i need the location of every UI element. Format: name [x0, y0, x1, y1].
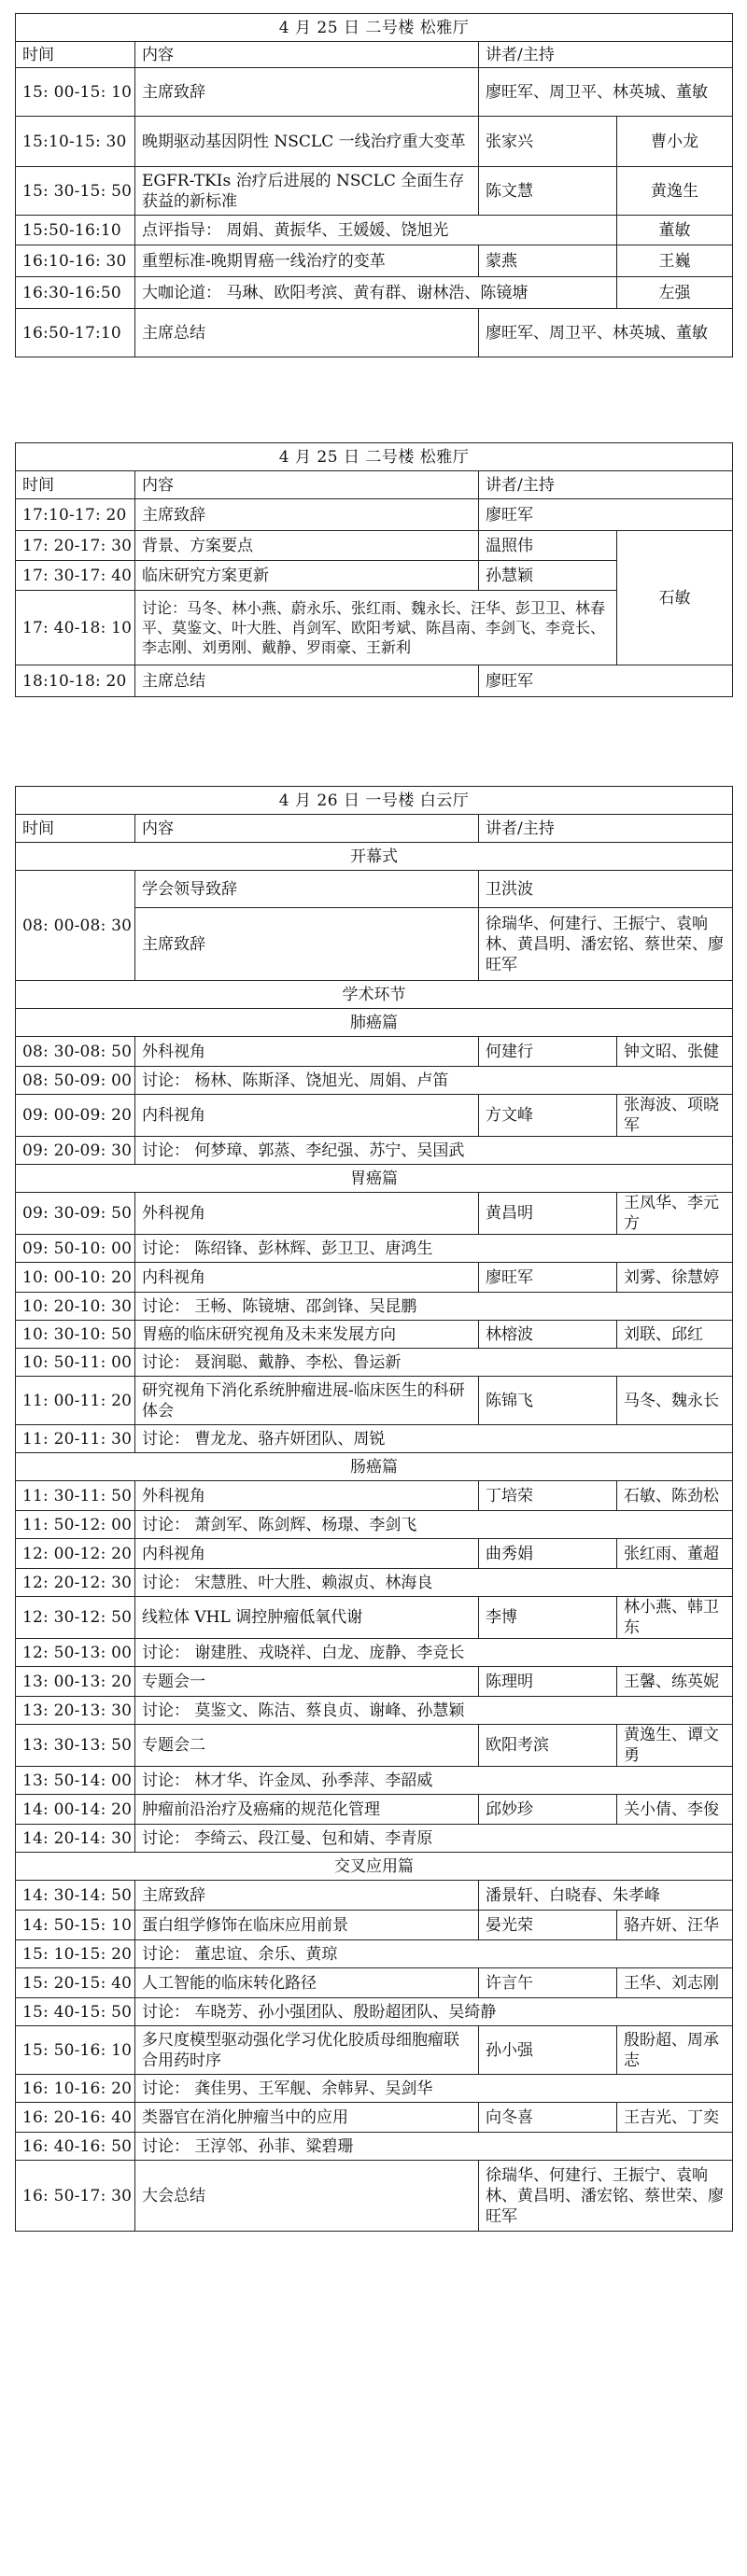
content-cell: 内科视角: [135, 1263, 479, 1293]
table-row: [16, 1235, 733, 1263]
speaker-cell: 丁培荣: [479, 1481, 617, 1511]
time-cell: 09: 30-09: 50: [16, 1193, 135, 1235]
speaker-cell: 孙小强: [479, 2026, 617, 2075]
speaker-cell: 晏光荣: [479, 1911, 617, 1940]
table-row: [16, 1795, 733, 1825]
content-cell: 讨论： 车晓芳、孙小强团队、殷盼超团队、吴绮静: [135, 1998, 733, 2026]
speaker-cell: 曲秀娟: [479, 1539, 617, 1569]
table-row: [16, 1293, 733, 1321]
table-row: [16, 309, 733, 357]
speaker-cell: 徐瑞华、何建行、王振宁、袁响林、黄昌明、潘宏铭、蔡世荣、廖旺军: [479, 2161, 733, 2232]
time-cell: 11: 00-11: 20: [16, 1377, 135, 1425]
schedule-table-0425-afternoon-1: [15, 13, 733, 357]
table-row: [16, 2103, 733, 2133]
host-cell: 林小燕、韩卫东: [617, 1597, 733, 1639]
content-cell: 讨论： 宋慧胜、叶大胜、赖淑贞、林海良: [135, 1569, 733, 1597]
time-cell: 17: 40-18: 10: [16, 591, 135, 665]
speaker-cell: 陈锦飞: [479, 1377, 617, 1425]
time-cell: 17: 30-17: 40: [16, 561, 135, 591]
time-cell: 16: 10-16: 20: [16, 2075, 135, 2103]
time-cell: 09: 20-09: 30: [16, 1137, 135, 1165]
speaker-cell: 向冬喜: [479, 2103, 617, 2133]
table-row: [16, 1511, 733, 1539]
content-cell: 重塑标准-晚期胃癌一线治疗的变革: [135, 245, 479, 277]
header-speaker: 讲者/主持: [479, 471, 733, 499]
speaker-cell: 何建行: [479, 1037, 617, 1067]
speaker-cell: 卫洪波: [479, 871, 733, 908]
time-cell: 09: 00-09: 20: [16, 1095, 135, 1137]
table-row: [16, 1425, 733, 1453]
time-cell: 13: 20-13: 30: [16, 1697, 135, 1725]
table-row: [16, 1095, 733, 1137]
content-cell: 外科视角: [135, 1481, 479, 1511]
content-cell: 临床研究方案更新: [135, 561, 479, 591]
host-cell: 左强: [617, 277, 733, 309]
time-cell: 15: 20-15: 40: [16, 1968, 135, 1998]
table-row: [16, 2133, 733, 2161]
time-cell: 15: 50-16: 10: [16, 2026, 135, 2075]
time-cell: 13: 30-13: 50: [16, 1725, 135, 1767]
speaker-cell: 邱妙珍: [479, 1795, 617, 1825]
table-row: [16, 871, 733, 908]
content-cell: 专题会一: [135, 1667, 479, 1697]
table-row: [16, 1725, 733, 1767]
time-cell: 15: 40-15: 50: [16, 1998, 135, 2026]
table-row: [16, 1137, 733, 1165]
time-cell: 11: 50-12: 00: [16, 1511, 135, 1539]
time-cell: 18:10-18: 20: [16, 665, 135, 697]
speaker-cell: 温照伟: [479, 531, 617, 561]
host-cell: 刘联、邱红: [617, 1321, 733, 1349]
host-cell: 骆卉妍、汪华: [617, 1911, 733, 1940]
time-cell: 09: 50-10: 00: [16, 1235, 135, 1263]
content-cell: 讨论： 林才华、许金凤、孙季萍、李韶威: [135, 1767, 733, 1795]
time-cell: 11: 30-11: 50: [16, 1481, 135, 1511]
table-row: [16, 2075, 733, 2103]
content-cell: 蛋白组学修饰在临床应用前景: [135, 1911, 479, 1940]
host-cell: 张红雨、董超: [617, 1539, 733, 1569]
content-cell: 主席总结: [135, 309, 479, 357]
time-cell: 16:10-16: 30: [16, 245, 135, 277]
speaker-cell: 陈理明: [479, 1667, 617, 1697]
host-cell: 石敏、陈劲松: [617, 1481, 733, 1511]
time-cell: 08: 30-08: 50: [16, 1037, 135, 1067]
content-cell: 学会领导致辞: [135, 871, 479, 908]
table-row: [16, 1911, 733, 1940]
content-cell: 讨论： 莫鉴文、陈洁、蔡良贞、谢峰、孙慧颖: [135, 1697, 733, 1725]
host-cell: 王华、刘志刚: [617, 1968, 733, 1998]
table-title: 4 月 25 日 二号楼 松雅厅: [16, 443, 733, 471]
host-cell: 钟文昭、张健: [617, 1037, 733, 1067]
table-row: [16, 1825, 733, 1853]
content-cell: 晚期驱动基因阴性 NSCLC 一线治疗重大变革: [135, 117, 479, 167]
header-content: 内容: [135, 815, 479, 843]
table-row: [16, 1349, 733, 1377]
table-row: [16, 277, 733, 309]
content-cell: 主席致辞: [135, 499, 479, 531]
header-content: 内容: [135, 42, 479, 68]
schedule-table-0426: [15, 786, 733, 2232]
header-speaker: 讲者/主持: [479, 815, 733, 843]
table-row: [16, 531, 733, 561]
time-cell: 14: 00-14: 20: [16, 1795, 135, 1825]
time-cell: 12: 00-12: 20: [16, 1539, 135, 1569]
content-cell: 讨论： 聂润聪、戴静、李松、鲁运新: [135, 1349, 733, 1377]
table-row: [16, 1968, 733, 1998]
table-row: [16, 2026, 733, 2075]
content-cell: EGFR-TKIs 治疗后进展的 NSCLC 全面生存获益的新标准: [135, 167, 479, 216]
table-row: [16, 1263, 733, 1293]
content-cell: 专题会二: [135, 1725, 479, 1767]
content-cell: 讨论： 李绮云、段江曼、包和婧、李青原: [135, 1825, 733, 1853]
table-row: [16, 68, 733, 117]
time-cell: 16: 40-16: 50: [16, 2133, 135, 2161]
time-cell: 16:30-16:50: [16, 277, 135, 309]
header-time: 时间: [16, 815, 135, 843]
content-cell: 人工智能的临床转化路径: [135, 1968, 479, 1998]
host-cell: 王凤华、李元方: [617, 1193, 733, 1235]
table-title: 4 月 25 日 二号楼 松雅厅: [16, 14, 733, 42]
speaker-cell: 林榕波: [479, 1321, 617, 1349]
time-cell: 10: 50-11: 00: [16, 1349, 135, 1377]
time-cell: 15:50-16:10: [16, 216, 135, 245]
table-row: [16, 1377, 733, 1425]
table-row: [16, 216, 733, 245]
table-row: [16, 1597, 733, 1639]
host-cell: 黄逸生、谭文勇: [617, 1725, 733, 1767]
host-cell: 马冬、魏永长: [617, 1377, 733, 1425]
section-title: 肺癌篇: [16, 1009, 733, 1037]
table-row: [16, 1569, 733, 1597]
table-title: 4 月 26 日 一号楼 白云厅: [16, 787, 733, 815]
content-cell: 讨论： 龚佳男、王军舰、余韩昇、吴剑华: [135, 2075, 733, 2103]
content-cell: 讨论： 何梦璋、郭蒸、李纪强、苏宁、吴国武: [135, 1137, 733, 1165]
content-cell: 讨论： 陈绍锋、彭林辉、彭卫卫、唐鸿生: [135, 1235, 733, 1263]
host-cell: 董敏: [617, 216, 733, 245]
speaker-cell: 廖旺军、周卫平、林英城、董敏: [479, 68, 733, 117]
host-cell: 王吉光、丁奕: [617, 2103, 733, 2133]
table-row: [16, 245, 733, 277]
table-row: [16, 1639, 733, 1667]
host-cell: 张海波、项晓军: [617, 1095, 733, 1137]
content-cell: 讨论： 谢建胜、戎晓祥、白龙、庞静、李竞长: [135, 1639, 733, 1667]
speaker-cell: 许言午: [479, 1968, 617, 1998]
content-cell: 胃癌的临床研究视角及未来发展方向: [135, 1321, 479, 1349]
table-row: [16, 1940, 733, 1968]
table-row: [16, 1697, 733, 1725]
time-cell: 10: 30-10: 50: [16, 1321, 135, 1349]
time-cell: 10: 20-10: 30: [16, 1293, 135, 1321]
content-cell: 大咖论道： 马琳、欧阳考滨、黄有群、谢林浩、陈镜塘: [135, 277, 617, 309]
speaker-cell: 欧阳考滨: [479, 1725, 617, 1767]
speaker-cell: 廖旺军: [479, 665, 733, 697]
content-cell: 内科视角: [135, 1095, 479, 1137]
time-cell: 10: 00-10: 20: [16, 1263, 135, 1293]
speaker-cell: 张家兴: [479, 117, 617, 167]
time-cell: 17:10-17: 20: [16, 499, 135, 531]
content-cell: 讨论： 王畅、陈镜塘、邵剑锋、吴昆鹏: [135, 1293, 733, 1321]
schedule-table-0425-afternoon-2: [15, 442, 733, 697]
header-time: 时间: [16, 471, 135, 499]
header-speaker: 讲者/主持: [479, 42, 733, 68]
host-cell: 刘雾、徐慧婷: [617, 1263, 733, 1293]
table-row: [16, 2161, 733, 2232]
section-title: 胃癌篇: [16, 1165, 733, 1193]
table-row: [16, 1481, 733, 1511]
speaker-cell: 黄昌明: [479, 1193, 617, 1235]
time-cell: 15:10-15: 30: [16, 117, 135, 167]
host-cell: 殷盼超、周承志: [617, 2026, 733, 2075]
time-cell: 14: 30-14: 50: [16, 1881, 135, 1911]
time-cell: 13: 50-14: 00: [16, 1767, 135, 1795]
content-cell: 肿瘤前沿治疗及癌痛的规范化管理: [135, 1795, 479, 1825]
time-cell: 15: 30-15: 50: [16, 167, 135, 216]
time-cell: 12: 50-13: 00: [16, 1639, 135, 1667]
section-title-opening: 开幕式: [16, 843, 733, 871]
content-cell: 讨论： 杨林、陈斯泽、饶旭光、周娟、卢笛: [135, 1067, 733, 1095]
time-cell: 15: 00-15: 10: [16, 68, 135, 117]
speaker-cell: 蒙燕: [479, 245, 617, 277]
speaker-cell: 李博: [479, 1597, 617, 1639]
host-cell: 黄逸生: [617, 167, 733, 216]
table-row: [16, 1881, 733, 1911]
table-row: [16, 167, 733, 216]
speaker-cell: 孙慧颖: [479, 561, 617, 591]
content-cell: 多尺度模型驱动强化学习优化胶质母细胞瘤联合用药时序: [135, 2026, 479, 2075]
content-cell: 点评指导： 周娟、黄振华、王媛媛、饶旭光: [135, 216, 617, 245]
header-time: 时间: [16, 42, 135, 68]
content-cell: 背景、方案要点: [135, 531, 479, 561]
content-cell: 研究视角下消化系统肿瘤进展-临床医生的科研体会: [135, 1377, 479, 1425]
content-cell: 主席致辞: [135, 908, 479, 981]
table-row: [16, 1037, 733, 1067]
table-row: [16, 117, 733, 167]
time-cell: 14: 20-14: 30: [16, 1825, 135, 1853]
time-cell: 08: 50-09: 00: [16, 1067, 135, 1095]
content-cell: 内科视角: [135, 1539, 479, 1569]
table-row: [16, 499, 733, 531]
host-cell: 关小倩、李俊: [617, 1795, 733, 1825]
time-cell: 17: 20-17: 30: [16, 531, 135, 561]
table-row: [16, 1321, 733, 1349]
content-cell: 主席致辞: [135, 68, 479, 117]
table-row: [16, 665, 733, 697]
speaker-cell: 廖旺军: [479, 499, 733, 531]
time-cell: 16: 20-16: 40: [16, 2103, 135, 2133]
content-cell: 外科视角: [135, 1193, 479, 1235]
speaker-cell: 潘景轩、白晓春、朱孝峰: [479, 1881, 733, 1911]
speaker-cell: 陈文慧: [479, 167, 617, 216]
content-cell: 讨论： 萧剑军、陈剑辉、杨璟、李剑飞: [135, 1511, 733, 1539]
content-cell: 类器官在消化肿瘤当中的应用: [135, 2103, 479, 2133]
time-cell: 11: 20-11: 30: [16, 1425, 135, 1453]
host-cell: 曹小龙: [617, 117, 733, 167]
time-cell: 16: 50-17: 30: [16, 2161, 135, 2232]
section-title: 交叉应用篇: [16, 1853, 733, 1881]
time-cell: 16:50-17:10: [16, 309, 135, 357]
table-row: [16, 1767, 733, 1795]
speaker-cell: 徐瑞华、何建行、王振宁、袁响林、黄昌明、潘宏铭、蔡世荣、廖旺军: [479, 908, 733, 981]
content-cell: 讨论：马冬、林小燕、蔚永乐、张红雨、魏永长、汪华、彭卫卫、林春平、莫鉴文、叶大胜、肖剑军、欧阳考斌、陈昌南、李剑飞、李竞长、李志刚、刘勇刚、戴静、罗雨豪、王新利: [135, 591, 617, 665]
table-row: [16, 1067, 733, 1095]
content-cell: 讨论： 曹龙龙、骆卉妍团队、周锐: [135, 1425, 733, 1453]
content-cell: 主席致辞: [135, 1881, 479, 1911]
header-content: 内容: [135, 471, 479, 499]
content-cell: 主席总结: [135, 665, 479, 697]
content-cell: 大会总结: [135, 2161, 479, 2232]
time-cell: 12: 30-12: 50: [16, 1597, 135, 1639]
content-cell: 讨论： 董忠谊、余乐、黄琼: [135, 1940, 733, 1968]
host-cell: 王馨、练英妮: [617, 1667, 733, 1697]
time-cell: 12: 20-12: 30: [16, 1569, 135, 1597]
table-row: [16, 1193, 733, 1235]
time-cell: 15: 10-15: 20: [16, 1940, 135, 1968]
section-title-academic: 学术环节: [16, 981, 733, 1009]
time-cell: 08: 00-08: 30: [16, 871, 135, 981]
host-cell: 石敏: [617, 531, 733, 665]
speaker-cell: 方文峰: [479, 1095, 617, 1137]
table-row: [16, 1539, 733, 1569]
table-row: [16, 1667, 733, 1697]
host-cell: 王巍: [617, 245, 733, 277]
time-cell: 14: 50-15: 10: [16, 1911, 135, 1940]
content-cell: 讨论： 王淳邻、孙菲、粱碧珊: [135, 2133, 733, 2161]
speaker-cell: 廖旺军、周卫平、林英城、董敏: [479, 309, 733, 357]
time-cell: 13: 00-13: 20: [16, 1667, 135, 1697]
content-cell: 外科视角: [135, 1037, 479, 1067]
section-title: 肠癌篇: [16, 1453, 733, 1481]
table-row: [16, 1998, 733, 2026]
speaker-cell: 廖旺军: [479, 1263, 617, 1293]
content-cell: 线粒体 VHL 调控肿瘤低氧代谢: [135, 1597, 479, 1639]
